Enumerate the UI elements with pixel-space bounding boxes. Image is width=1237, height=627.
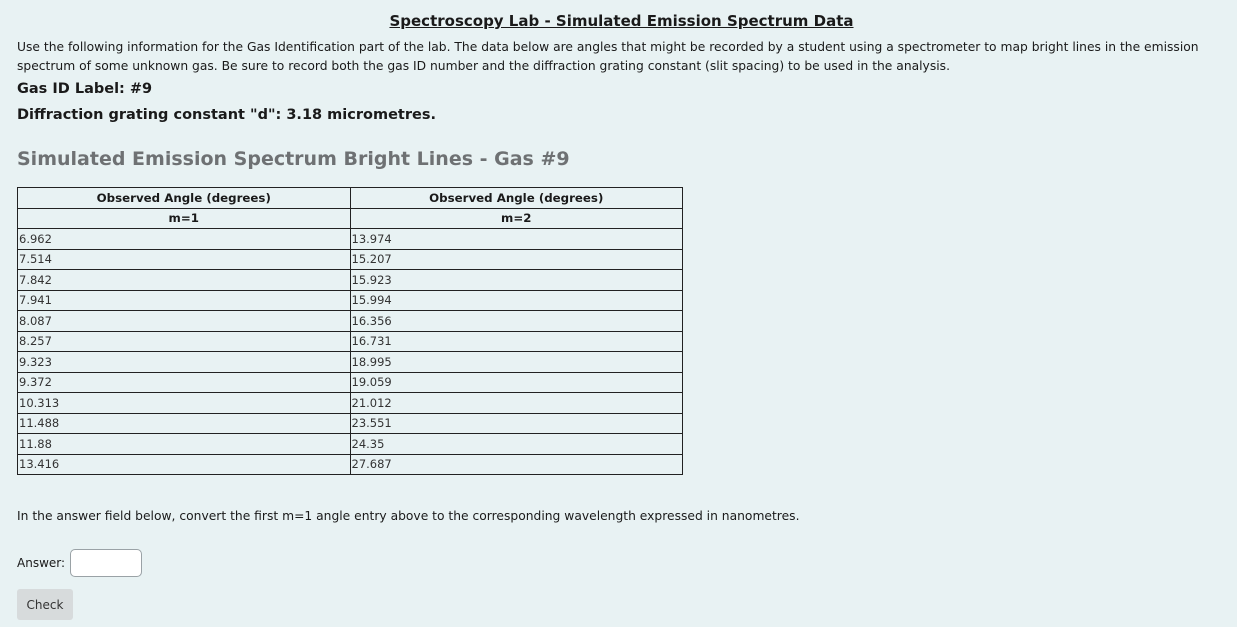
angle-m2-cell: 13.974 xyxy=(350,229,683,250)
table-row xyxy=(18,352,683,373)
check-button[interactable]: Check xyxy=(17,589,73,620)
angle-m2-cell: 24.35 xyxy=(350,434,683,455)
angle-m2-cell: 16.356 xyxy=(350,311,683,332)
gas-id-label: Gas ID Label: #9 xyxy=(17,81,153,97)
angle-m1-cell: 13.416 xyxy=(18,454,351,475)
angle-m1-cell: 9.372 xyxy=(18,372,351,393)
angle-m1-cell: 11.488 xyxy=(18,413,351,434)
table-row xyxy=(18,372,683,393)
angle-m1-cell: 9.323 xyxy=(18,352,351,373)
answer-row xyxy=(17,549,142,577)
angle-m2-cell: 19.059 xyxy=(350,372,683,393)
table-row xyxy=(18,229,683,250)
angle-m1-cell: 10.313 xyxy=(18,393,351,414)
order-m1-header: m=1 xyxy=(18,208,351,229)
angle-m1-cell: 7.514 xyxy=(18,249,351,270)
table-row xyxy=(18,454,683,475)
angle-m2-cell: 27.687 xyxy=(350,454,683,475)
column-header: Observed Angle (degrees) xyxy=(18,188,351,209)
table-row xyxy=(18,290,683,311)
angle-m2-cell: 16.731 xyxy=(350,331,683,352)
intro-paragraph: Use the following information for the Gas Identification part of the lab. The data below are angles that might be recorded by a student using a spectrometer to map bright lines in the emission spectrum of some unknown gas. Be sure to record both the gas ID number and the diffraction grating constant (slit spacing) to be used in the analysis. xyxy=(17,40,1199,73)
table-body xyxy=(18,229,683,475)
table-subheader-row xyxy=(18,208,683,229)
answer-label: Answer: xyxy=(17,556,66,570)
table-row xyxy=(18,270,683,291)
spectrum-table xyxy=(17,187,683,475)
angle-m2-cell: 23.551 xyxy=(350,413,683,434)
angle-m1-cell: 7.842 xyxy=(18,270,351,291)
angle-m1-cell: 8.257 xyxy=(18,331,351,352)
angle-m1-cell: 7.941 xyxy=(18,290,351,311)
table-row xyxy=(18,413,683,434)
section-heading: Simulated Emission Spectrum Bright Lines - Gas #9 xyxy=(17,148,570,170)
angle-m2-cell: 15.994 xyxy=(350,290,683,311)
table-row xyxy=(18,311,683,332)
angle-m2-cell: 15.923 xyxy=(350,270,683,291)
answer-input[interactable] xyxy=(70,549,142,577)
angle-m1-cell: 6.962 xyxy=(18,229,351,250)
page-title: Spectroscopy Lab - Simulated Emission Spectrum Data xyxy=(389,12,854,30)
angle-m1-cell: 11.88 xyxy=(18,434,351,455)
table-row xyxy=(18,393,683,414)
angle-m2-cell: 21.012 xyxy=(350,393,683,414)
table-row xyxy=(18,331,683,352)
angle-m2-cell: 18.995 xyxy=(350,352,683,373)
table-header-row xyxy=(18,188,683,209)
column-header: Observed Angle (degrees) xyxy=(350,188,683,209)
grating-constant: Diffraction grating constant "d": 3.18 micrometres. xyxy=(17,107,436,123)
table-row xyxy=(18,434,683,455)
angle-m2-cell: 15.207 xyxy=(350,249,683,270)
angle-m1-cell: 8.087 xyxy=(18,311,351,332)
order-m2-header: m=2 xyxy=(350,208,683,229)
table-row xyxy=(18,249,683,270)
instruction-text: In the answer field below, convert the first m=1 angle entry above to the corresponding wavelength expressed in nanometres. xyxy=(17,509,800,523)
